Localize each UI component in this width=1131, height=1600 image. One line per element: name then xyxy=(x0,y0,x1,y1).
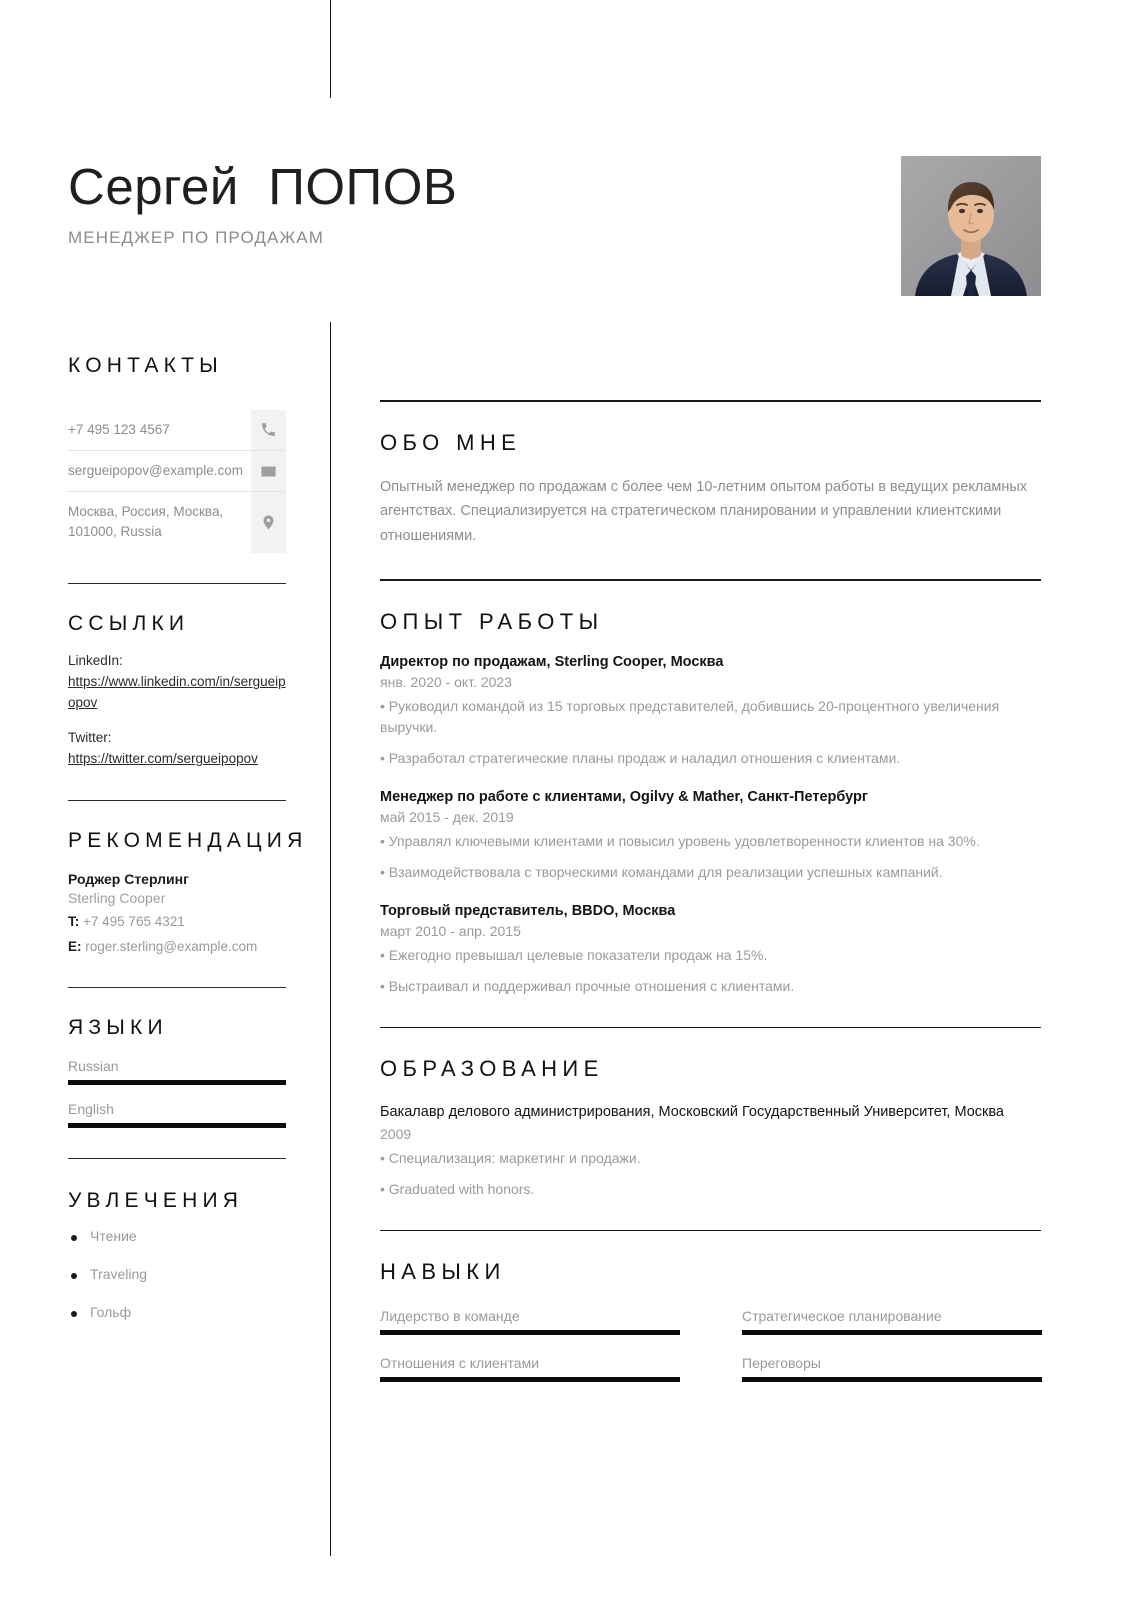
skill-item xyxy=(380,1308,680,1335)
divider-above-skills xyxy=(380,1230,1041,1232)
contact-row-email[interactable] xyxy=(68,451,286,492)
about-summary-text: Опытный менеджер по продажам с более чем 10-летним опытом работы в ведущих рекламных агентствах. Специализируется на стратегическом планировании и управлении клиентскими отношениями. xyxy=(380,478,1028,545)
job-title-subtitle: МЕНЕДЖЕР ПО ПРОДАЖАМ xyxy=(68,227,324,247)
list-item: Гольф xyxy=(68,1304,286,1320)
language-level-track xyxy=(68,1080,286,1085)
skill-level-fill xyxy=(380,1330,680,1335)
sidebar xyxy=(68,352,308,1342)
contact-row-phone[interactable] xyxy=(68,410,286,451)
education-entry xyxy=(380,1101,1041,1199)
section-languages xyxy=(68,1014,286,1128)
experience-entry xyxy=(380,903,1041,997)
section-title-education: ОБРАЗОВАНИЕ xyxy=(380,1056,604,1082)
section-title-hobbies: УВЛЕЧЕНИЯ xyxy=(68,1188,244,1212)
reference-email-value: roger.sterling@example.com xyxy=(85,939,258,955)
skill-item xyxy=(742,1308,1042,1335)
contact-address-value: Москва, Россия, Москва, 101000, Russia xyxy=(68,504,224,540)
skill-name: Лидерство в команде xyxy=(380,1308,520,1325)
language-item xyxy=(68,1058,286,1085)
phone-icon xyxy=(251,410,286,450)
divider-after-reference xyxy=(68,987,286,988)
skill-level-track xyxy=(380,1330,680,1335)
reference-phone-value: +7 495 765 4321 xyxy=(83,913,185,929)
section-title-reference: РЕКОМЕНДАЦИЯ xyxy=(68,829,308,853)
skill-name: Отношения с клиентами xyxy=(380,1355,540,1372)
location-pin-icon xyxy=(251,492,286,553)
education-bullet: • Специализация: маркетинг и продажи. xyxy=(380,1149,641,1166)
section-reference xyxy=(68,827,308,957)
link-url-linkedin[interactable]: https://www.linkedin.com/in/sergueipopov xyxy=(68,674,286,711)
language-item xyxy=(68,1101,286,1128)
avatar xyxy=(901,156,1041,296)
section-contacts xyxy=(68,352,286,553)
reference-phone-label: T: xyxy=(68,913,80,929)
link-item[interactable] xyxy=(68,651,286,714)
experience-bullet: • Разработал стратегические планы продаж и наладил отношения с клиентами. xyxy=(380,749,901,766)
name-block xyxy=(68,160,457,248)
experience-heading: Директор по продажам, Sterling Cooper, Москва xyxy=(380,653,724,670)
page-title: Сергей ПОПОВ xyxy=(68,158,458,215)
envelope-icon xyxy=(251,451,286,491)
skill-item xyxy=(380,1355,680,1382)
experience-dates: янв. 2020 - окт. 2023 xyxy=(380,673,512,690)
experience-bullet: • Руководил командой из 15 торговых представителей, добившись 20-процентного увеличения выручки. xyxy=(380,697,1000,735)
portrait-photo-icon xyxy=(901,156,1041,296)
section-experience xyxy=(380,607,1041,997)
vertical-divider-top xyxy=(330,0,331,98)
section-title-languages: ЯЗЫКИ xyxy=(68,1015,168,1039)
experience-heading: Торговый представитель, BBDO, Москва xyxy=(380,902,676,919)
section-title-about: ОБО МНЕ xyxy=(380,429,522,455)
link-item[interactable] xyxy=(68,728,286,770)
section-skills xyxy=(380,1257,1041,1382)
language-name-english: English xyxy=(68,1100,114,1117)
skill-name: Переговоры xyxy=(742,1355,821,1372)
language-level-fill xyxy=(68,1080,286,1085)
section-about xyxy=(380,428,1041,550)
contact-phone-value: +7 495 123 4567 xyxy=(68,421,170,437)
education-year: 2009 xyxy=(380,1125,412,1142)
list-item: Чтение xyxy=(68,1228,286,1244)
experience-heading: Менеджер по работе с клиентами, Ogilvy & Mather, Санкт-Петербург xyxy=(380,788,868,805)
skill-level-track xyxy=(742,1330,1042,1335)
section-education xyxy=(380,1054,1041,1200)
link-label-linkedin: LinkedIn: xyxy=(68,653,123,669)
experience-entry xyxy=(380,654,1041,769)
section-hobbies xyxy=(68,1187,286,1321)
contact-row-address[interactable] xyxy=(68,492,286,553)
divider-above-about xyxy=(380,400,1041,402)
main-content xyxy=(380,400,1041,1382)
contacts-list xyxy=(68,410,286,553)
skill-name: Стратегическое планирование xyxy=(742,1308,942,1325)
language-name-russian: Russian xyxy=(68,1057,119,1074)
experience-bullet: • Выстраивал и поддерживал прочные отношения с клиентами. xyxy=(380,977,795,994)
experience-bullet: • Ежегодно превышал целевые показатели продаж на 15%. xyxy=(380,946,768,963)
vertical-divider-main xyxy=(330,322,331,1556)
divider-above-experience xyxy=(380,579,1041,581)
skill-level-fill xyxy=(380,1377,680,1382)
experience-dates: май 2015 - дек. 2019 xyxy=(380,808,514,825)
divider-after-links xyxy=(68,800,286,801)
experience-entry xyxy=(380,789,1041,883)
divider-above-education xyxy=(380,1027,1041,1029)
reference-person-name: Роджер Стерлинг xyxy=(68,870,189,887)
list-item: Traveling xyxy=(68,1266,286,1282)
skill-level-fill xyxy=(742,1377,1042,1382)
hobbies-list xyxy=(68,1228,286,1320)
experience-bullet: • Управлял ключевыми клиентами и повысил уровень удовлетворенности клиентов на 30%. xyxy=(380,832,980,849)
education-bullet: • Graduated with honors. xyxy=(380,1180,535,1197)
skill-level-fill xyxy=(742,1330,1042,1335)
experience-dates: март 2010 - апр. 2015 xyxy=(380,922,521,939)
reference-email-line xyxy=(68,937,286,957)
skill-item xyxy=(742,1355,1042,1382)
skills-grid xyxy=(380,1308,1041,1382)
link-url-twitter[interactable]: https://twitter.com/sergueipopov xyxy=(68,751,258,767)
language-level-track xyxy=(68,1123,286,1128)
divider-after-contacts xyxy=(68,583,286,584)
section-links xyxy=(68,610,286,770)
resume-header xyxy=(0,140,1131,320)
reference-phone-line xyxy=(68,912,286,932)
section-title-contacts: КОНТАКТЫ xyxy=(68,354,223,377)
section-title-skills: НАВЫКИ xyxy=(380,1259,506,1285)
contact-email-value: sergueipopov@example.com xyxy=(68,462,244,478)
divider-after-languages xyxy=(68,1158,286,1159)
experience-bullet: • Взаимодействовала с творческими командами для реализации успешных кампаний. xyxy=(380,863,943,880)
link-label-twitter: Twitter: xyxy=(68,730,112,746)
language-level-fill xyxy=(68,1123,286,1128)
reference-email-label: E: xyxy=(68,939,82,955)
skill-level-track xyxy=(742,1377,1042,1382)
section-title-experience: ОПЫТ РАБОТЫ xyxy=(380,608,604,634)
skill-level-track xyxy=(380,1377,680,1382)
section-title-links: ССЫЛКИ xyxy=(68,611,190,635)
reference-company: Sterling Cooper xyxy=(68,889,166,906)
education-heading: Бакалавр делового администрирования, Московский Государственный Университет, Москва xyxy=(380,1104,1004,1121)
